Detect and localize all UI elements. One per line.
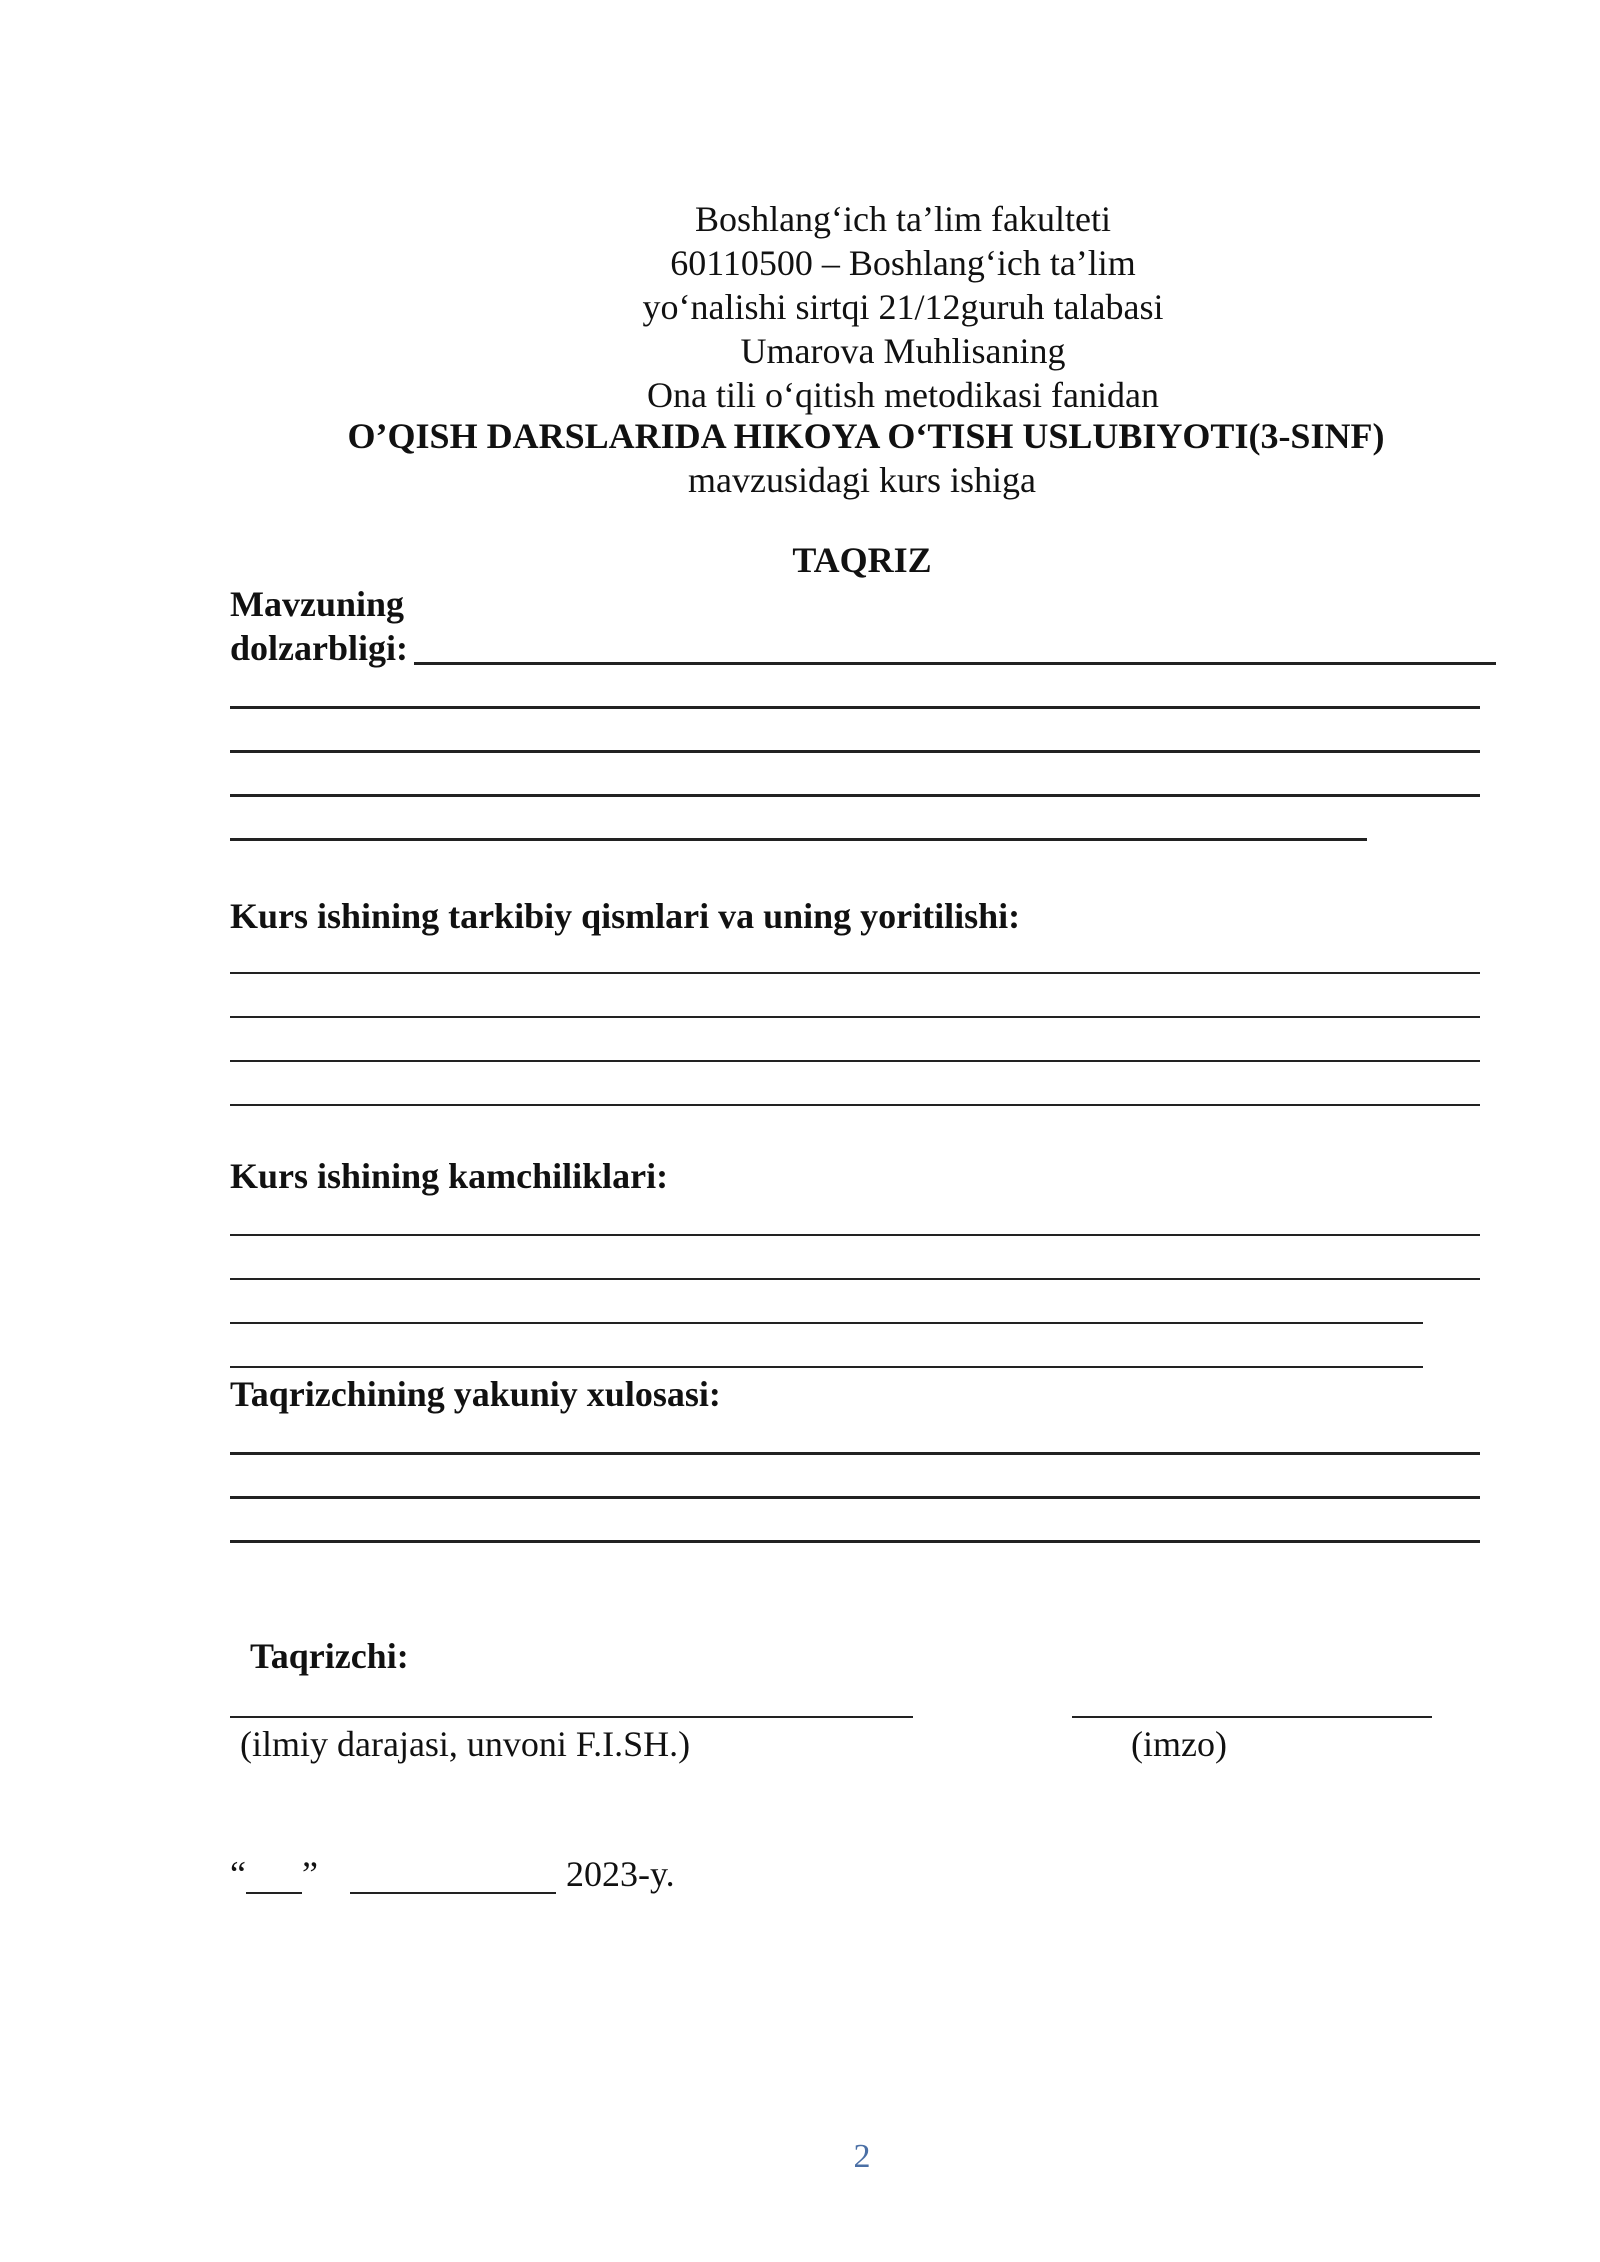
relevance-label-line2: dolzarbligi: bbox=[230, 628, 408, 668]
shortcomings-answer-line[interactable] bbox=[230, 1366, 1423, 1368]
structure-answer-line[interactable] bbox=[230, 972, 1480, 974]
date-day-line[interactable] bbox=[246, 1892, 302, 1894]
shortcomings-label: Kurs ishining kamchiliklari: bbox=[230, 1156, 669, 1196]
conclusion-answer-line[interactable] bbox=[230, 1540, 1480, 1543]
topic-title: O’QISH DARSLARIDA HIKOYA O‘TISH USLUBIYOTI(3-SINF) bbox=[347, 416, 1385, 456]
conclusion-answer-line[interactable] bbox=[230, 1496, 1480, 1499]
reviewer-label: Taqrizchi: bbox=[250, 1636, 409, 1676]
page-number: 2 bbox=[853, 2138, 871, 2175]
structure-label: Kurs ishining tarkibiy qismlari va uning yoritilishi: bbox=[230, 896, 1021, 936]
page-title: TAQRIZ bbox=[792, 540, 932, 580]
subject-line: Ona tili o‘qitish metodikasi fanidan bbox=[647, 375, 1159, 415]
name-caption: (ilmiy darajasi, unvoni F.I.SH.) bbox=[240, 1724, 691, 1764]
topic-subtitle: mavzusidagi kurs ishiga bbox=[688, 460, 1036, 500]
shortcomings-answer-line[interactable] bbox=[230, 1234, 1480, 1236]
shortcomings-answer-line[interactable] bbox=[230, 1322, 1423, 1324]
relevance-answer-line[interactable] bbox=[230, 706, 1480, 709]
shortcomings-answer-line[interactable] bbox=[230, 1278, 1480, 1280]
student-name-line: Umarova Muhlisaning bbox=[740, 331, 1066, 371]
conclusion-label: Taqrizchining yakuniy xulosasi: bbox=[230, 1374, 721, 1414]
faculty-line: Boshlang‘ich ta’lim fakulteti bbox=[695, 199, 1111, 239]
reviewer-name-line[interactable] bbox=[230, 1716, 913, 1718]
structure-answer-line[interactable] bbox=[230, 1016, 1480, 1018]
relevance-answer-line[interactable] bbox=[230, 838, 1367, 841]
relevance-answer-line[interactable] bbox=[414, 662, 1496, 665]
relevance-answer-line[interactable] bbox=[230, 750, 1480, 753]
structure-answer-line[interactable] bbox=[230, 1104, 1480, 1106]
date-quote-close: ” bbox=[302, 1854, 318, 1894]
conclusion-answer-line[interactable] bbox=[230, 1452, 1480, 1455]
group-line: yo‘nalishi sirtqi 21/12guruh talabasi bbox=[642, 287, 1164, 327]
date-month-line[interactable] bbox=[350, 1892, 556, 1894]
relevance-label-line1: Mavzuning bbox=[230, 584, 405, 624]
date-year: 2023-y. bbox=[566, 1854, 675, 1894]
signature-caption: (imzo) bbox=[1131, 1724, 1227, 1764]
program-line: 60110500 – Boshlang‘ich ta’lim bbox=[670, 243, 1136, 283]
relevance-answer-line[interactable] bbox=[230, 794, 1480, 797]
structure-answer-line[interactable] bbox=[230, 1060, 1480, 1062]
signature-line[interactable] bbox=[1072, 1716, 1432, 1718]
date-quote-open: “ bbox=[230, 1854, 246, 1894]
